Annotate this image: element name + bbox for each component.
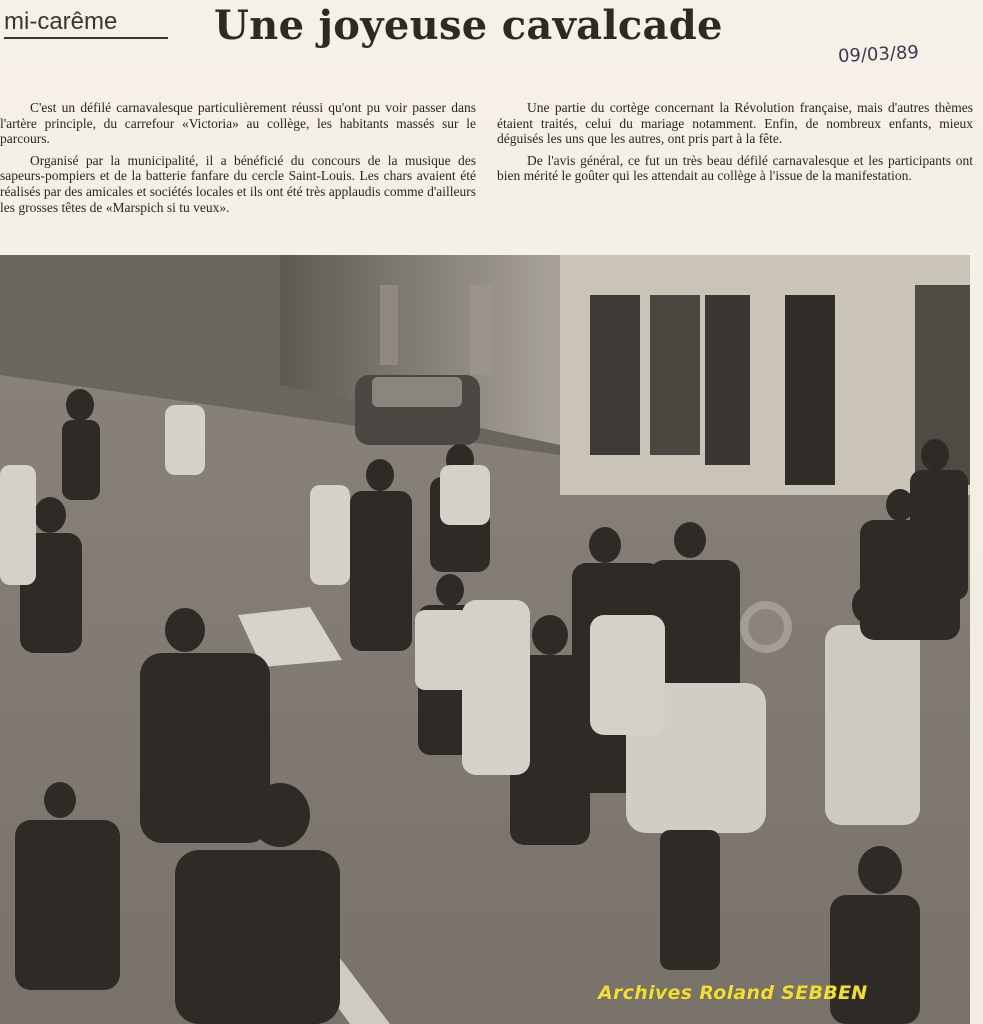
- kicker-underline: [4, 37, 168, 39]
- photo-illustration: [0, 255, 970, 1024]
- paragraph: Une partie du cortège concernant la Révolution française, mais d'autres thèmes étaient traités, celui du mariage notamment. Enfin, de nombreux enfants, mieux déguisés les uns que les autres, ont pris part à la fête.: [497, 100, 973, 147]
- article-column-right: [497, 100, 973, 190]
- article-column-left: [0, 100, 476, 221]
- archive-watermark: Archives Roland SEBBEN: [598, 982, 868, 1004]
- handwritten-date: 09/03/89: [837, 41, 920, 68]
- parade-photo: [0, 255, 970, 1024]
- paragraph: Organisé par la municipalité, il a bénéficié du concours de la musique des sapeurs-pompiers et de la batterie fanfare du cercle Saint-Louis. Les chars avaient été réalisés par des amicales et sociétés locales et ils ont été très applaudis comme d'ailleurs les grosses têtes de «Marspich si tu veux».: [0, 152, 476, 215]
- paragraph: De l'avis général, ce fut un très beau défilé carnavalesque et les participants ont bien mérité le goûter qui les attendait au collège à l'issue de la manifestation.: [497, 152, 973, 184]
- headline: Une joyeuse cavalcade: [214, 2, 723, 49]
- paragraph: C'est un défilé carnavalesque particulièrement réussi qu'ont pu voir passer dans l'artère principle, du carrefour «Victoria» au collège, les habitants massés sur le parcours.: [0, 100, 476, 147]
- section-kicker: mi-carême: [4, 8, 118, 35]
